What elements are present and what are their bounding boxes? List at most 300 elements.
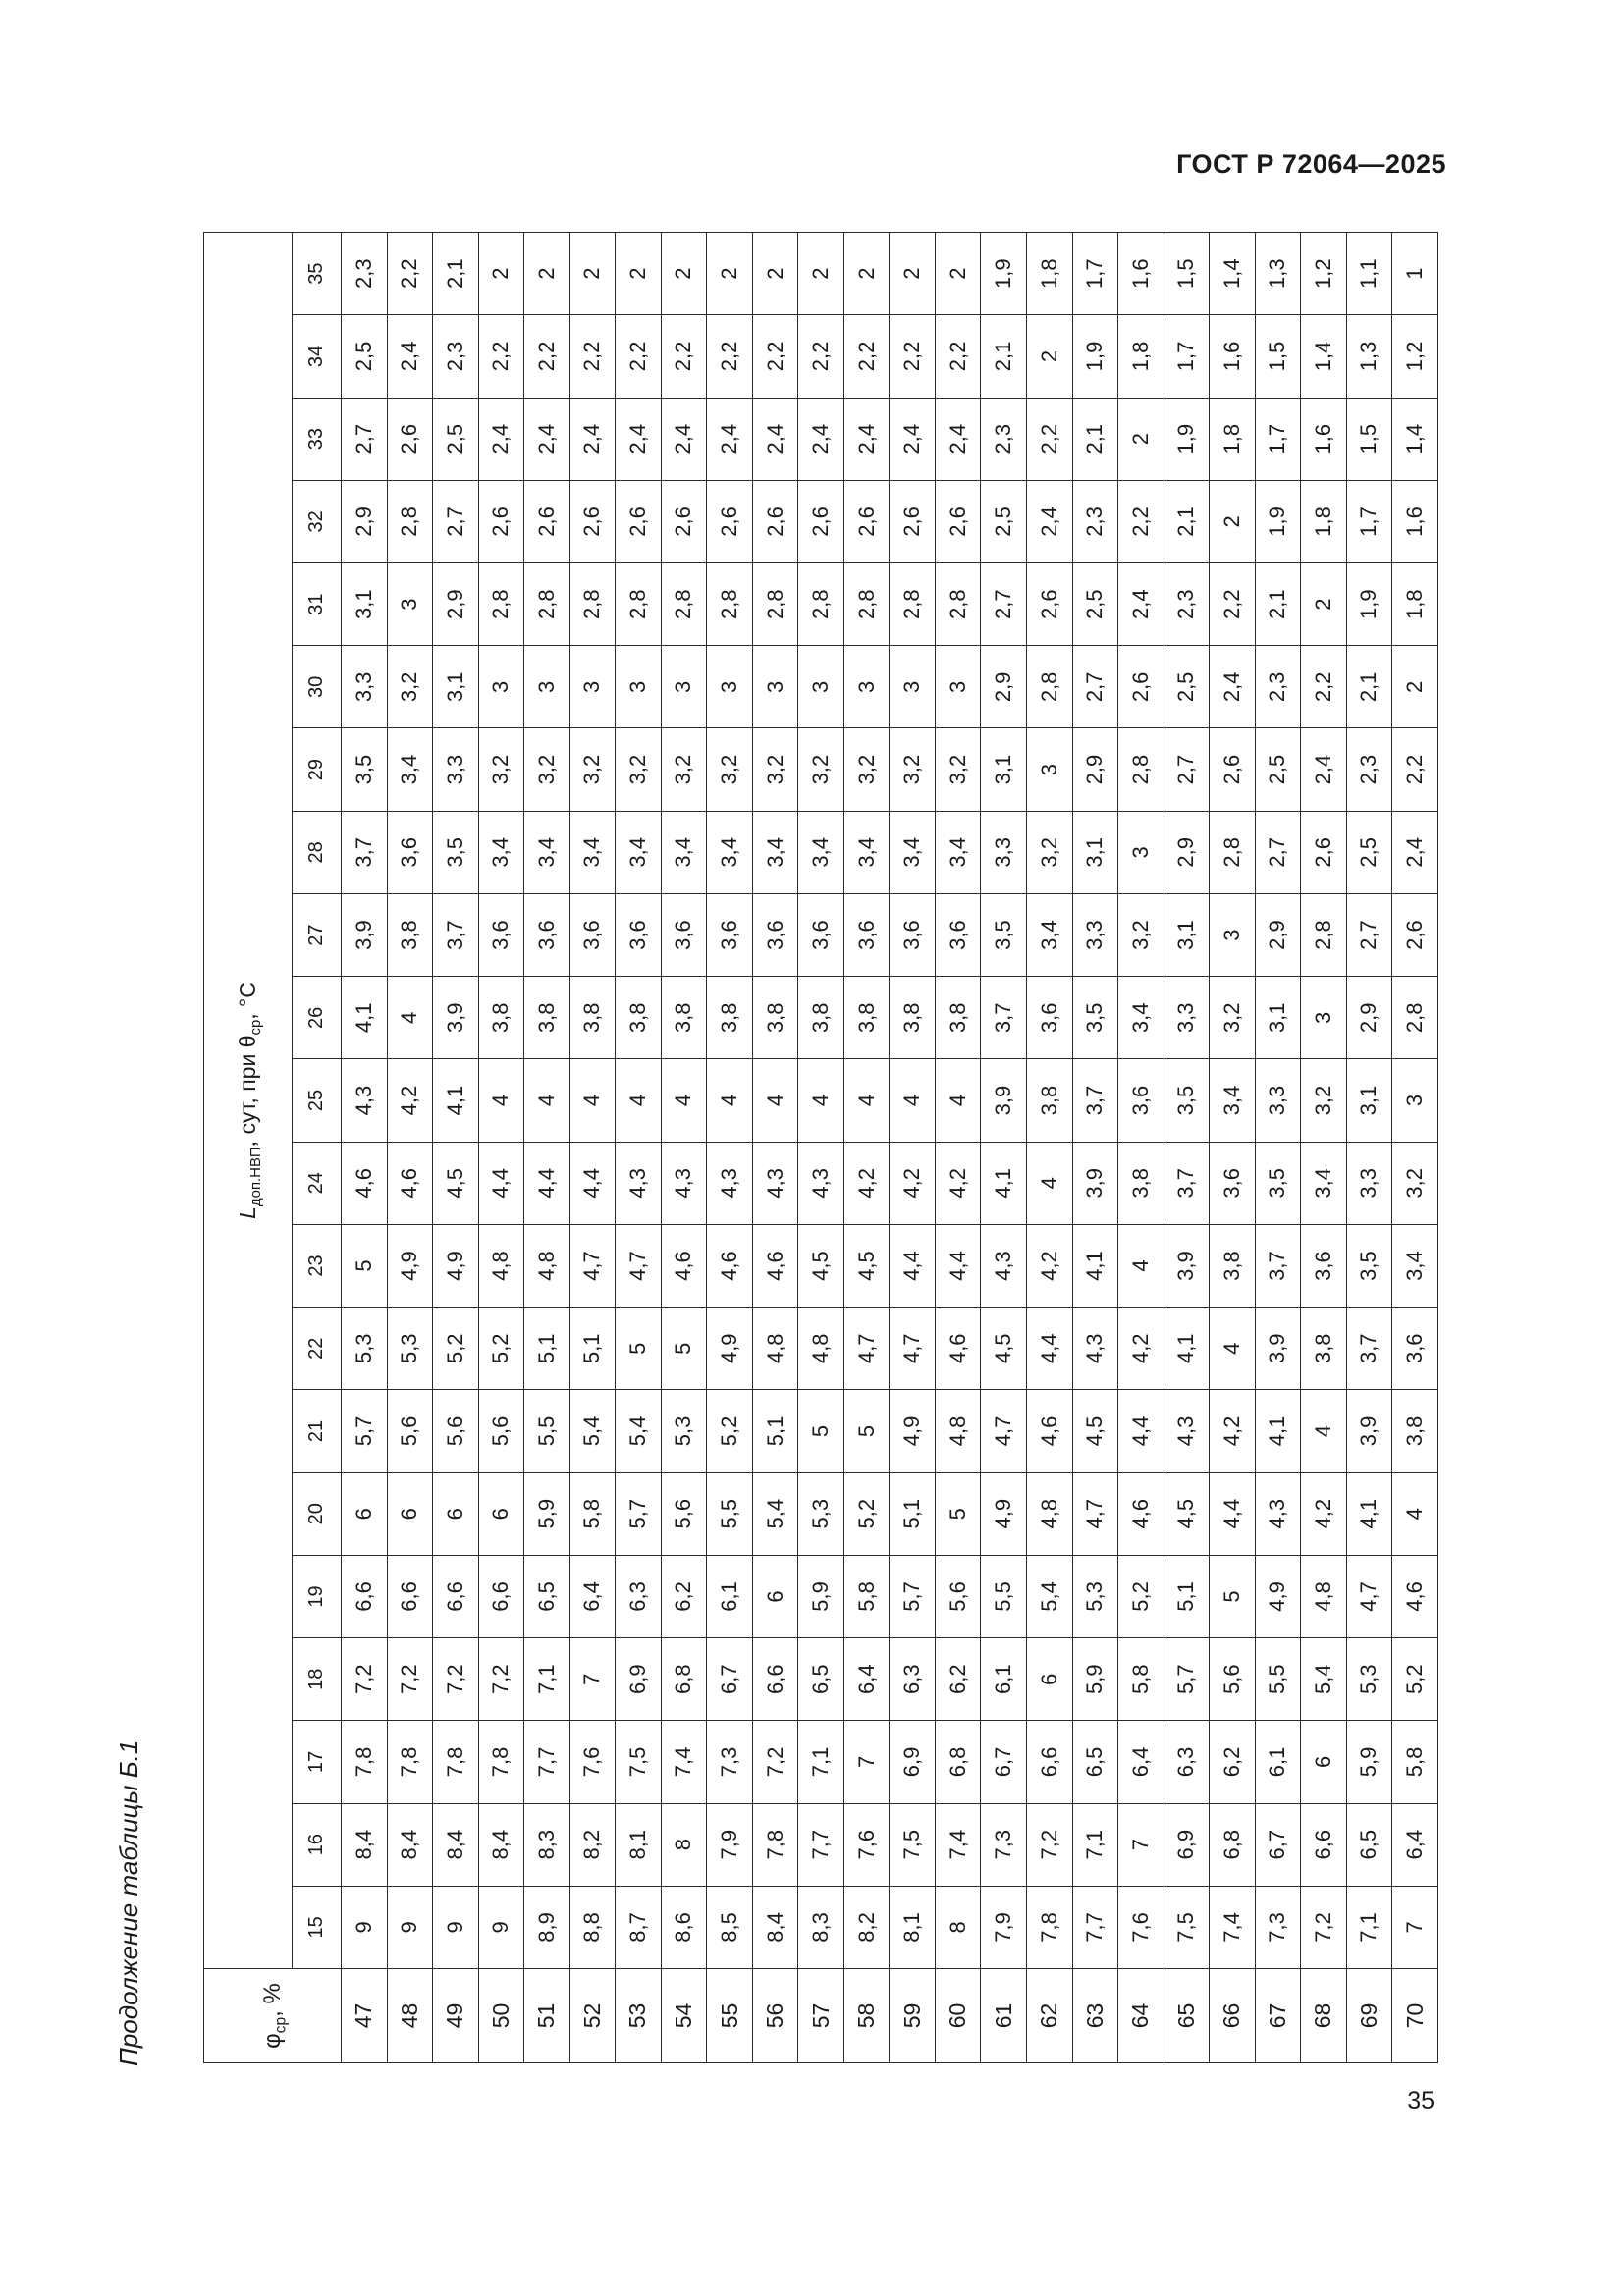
value-cell: 2,7 <box>981 563 1027 646</box>
value-cell: 3 <box>707 646 753 728</box>
value-cell: 5,7 <box>342 1390 388 1472</box>
value-cell: 2,6 <box>707 480 753 562</box>
table-row <box>616 233 662 2063</box>
value-cell: 4,6 <box>387 1142 433 1224</box>
value-cell: 1,6 <box>1301 398 1347 480</box>
value-cell: 2,2 <box>707 315 753 398</box>
value-cell: 2,8 <box>1026 646 1072 728</box>
value-cell: 3,4 <box>1026 893 1072 976</box>
value-cell: 4 <box>524 1059 570 1142</box>
humidity-cell: 54 <box>661 1969 707 2063</box>
value-cell: 6,4 <box>1392 1803 1438 1886</box>
theta-subscript: ср <box>247 1019 265 1036</box>
value-cell: 2,4 <box>524 398 570 480</box>
value-cell: 1,7 <box>1346 480 1392 562</box>
value-cell: 3,3 <box>342 646 388 728</box>
value-cell: 2,4 <box>843 398 890 480</box>
value-cell: 3,4 <box>1118 977 1164 1059</box>
value-cell: 2,8 <box>890 563 936 646</box>
value-cell: 6,1 <box>981 1638 1027 1721</box>
value-cell: 2,6 <box>1392 893 1438 976</box>
value-cell: 1,9 <box>1164 398 1210 480</box>
humidity-cell: 56 <box>752 1969 798 2063</box>
value-cell: 3,2 <box>569 728 616 811</box>
value-cell: 4,8 <box>524 1224 570 1307</box>
value-cell: 4,4 <box>478 1142 524 1224</box>
value-cell: 3,4 <box>387 728 433 811</box>
value-cell: 4,3 <box>661 1142 707 1224</box>
value-cell: 8 <box>661 1803 707 1886</box>
value-cell: 4,9 <box>433 1224 479 1307</box>
value-cell: 8,1 <box>616 1803 662 1886</box>
value-cell: 4,7 <box>890 1308 936 1390</box>
value-cell: 4,6 <box>342 1142 388 1224</box>
value-cell: 5,8 <box>1392 1721 1438 1803</box>
l-subscript: доп.НВП <box>247 1147 265 1207</box>
value-cell: 4,1 <box>1072 1224 1118 1307</box>
value-cell: 4 <box>569 1059 616 1142</box>
value-cell: 3,2 <box>1301 1059 1347 1142</box>
value-cell: 6,8 <box>661 1638 707 1721</box>
value-cell: 7,2 <box>478 1638 524 1721</box>
value-cell: 3,5 <box>981 893 1027 976</box>
value-cell: 2,6 <box>752 480 798 562</box>
value-cell: 3 <box>890 646 936 728</box>
value-cell: 1,5 <box>1346 398 1392 480</box>
value-cell: 4,6 <box>1026 1390 1072 1472</box>
value-cell: 3,4 <box>935 811 981 893</box>
value-cell: 4 <box>935 1059 981 1142</box>
value-cell: 2,6 <box>935 480 981 562</box>
value-cell: 4,2 <box>1026 1224 1072 1307</box>
value-cell: 2,3 <box>1255 646 1301 728</box>
value-cell: 4,9 <box>1255 1555 1301 1637</box>
value-cell: 1,6 <box>1210 315 1256 398</box>
value-cell: 2 <box>843 233 890 315</box>
value-cell: 3,2 <box>1210 977 1256 1059</box>
value-cell: 2,6 <box>798 480 844 562</box>
value-cell: 5,7 <box>890 1555 936 1637</box>
value-cell: 3,3 <box>1255 1059 1301 1142</box>
value-cell: 4,3 <box>1255 1472 1301 1555</box>
temperature-header: 21 <box>293 1390 342 1472</box>
value-cell: 2,5 <box>433 398 479 480</box>
value-cell: 6,9 <box>616 1638 662 1721</box>
value-cell: 8,9 <box>524 1886 570 1968</box>
value-cell: 5,9 <box>524 1472 570 1555</box>
temperature-header: 18 <box>293 1638 342 1721</box>
value-cell: 4,6 <box>752 1224 798 1307</box>
value-cell: 3,6 <box>661 893 707 976</box>
humidity-cell: 52 <box>569 1969 616 2063</box>
value-cell: 6 <box>342 1472 388 1555</box>
value-cell: 3 <box>798 646 844 728</box>
value-cell: 4,4 <box>1210 1472 1256 1555</box>
value-cell: 4,3 <box>707 1142 753 1224</box>
value-cell: 4,3 <box>1164 1390 1210 1472</box>
value-cell: 2,4 <box>798 398 844 480</box>
value-cell: 6 <box>1301 1721 1347 1803</box>
value-cell: 5,4 <box>752 1472 798 1555</box>
value-cell: 4 <box>707 1059 753 1142</box>
value-cell: 3 <box>1301 977 1347 1059</box>
humidity-cell: 48 <box>387 1969 433 2063</box>
humidity-cell: 55 <box>707 1969 753 2063</box>
value-cell: 4 <box>843 1059 890 1142</box>
humidity-cell: 50 <box>478 1969 524 2063</box>
value-cell: 2,2 <box>1026 398 1072 480</box>
value-cell: 3 <box>524 646 570 728</box>
value-cell: 5 <box>935 1472 981 1555</box>
value-cell: 6,6 <box>387 1555 433 1637</box>
value-cell: 2 <box>661 233 707 315</box>
table-row <box>798 233 844 2063</box>
value-cell: 7,2 <box>1026 1803 1072 1886</box>
value-cell: 6,8 <box>1210 1803 1256 1886</box>
temperature-header: 27 <box>293 893 342 976</box>
value-cell: 4,7 <box>981 1390 1027 1472</box>
value-cell: 6,2 <box>935 1638 981 1721</box>
value-cell: 2,4 <box>569 398 616 480</box>
value-cell: 1,4 <box>1392 398 1438 480</box>
value-cell: 3,6 <box>616 893 662 976</box>
value-cell: 7,8 <box>387 1721 433 1803</box>
value-cell: 2,7 <box>1255 811 1301 893</box>
value-cell: 3,6 <box>569 893 616 976</box>
value-cell: 2,2 <box>616 315 662 398</box>
humidity-cell: 58 <box>843 1969 890 2063</box>
value-cell: 4,2 <box>935 1142 981 1224</box>
value-cell: 3,1 <box>433 646 479 728</box>
value-cell: 3,7 <box>981 977 1027 1059</box>
value-cell: 4,5 <box>433 1142 479 1224</box>
value-cell: 3,6 <box>798 893 844 976</box>
value-cell: 2,4 <box>661 398 707 480</box>
value-cell: 3,9 <box>1255 1308 1301 1390</box>
humidity-cell: 61 <box>981 1969 1027 2063</box>
value-cell: 1,5 <box>1164 233 1210 315</box>
value-cell: 4,2 <box>1210 1390 1256 1472</box>
value-cell: 3,9 <box>1072 1142 1118 1224</box>
value-cell: 3,6 <box>1301 1224 1347 1307</box>
value-cell: 7,1 <box>1346 1886 1392 1968</box>
value-cell: 6,6 <box>1026 1721 1072 1803</box>
value-cell: 1,1 <box>1346 233 1392 315</box>
value-cell: 7 <box>1118 1803 1164 1886</box>
value-cell: 2,6 <box>1026 563 1072 646</box>
value-cell: 2,7 <box>433 480 479 562</box>
temperature-header: 20 <box>293 1472 342 1555</box>
value-cell: 3,8 <box>1026 1059 1072 1142</box>
value-cell: 2,6 <box>843 480 890 562</box>
value-cell: 5 <box>843 1390 890 1472</box>
value-cell: 7 <box>569 1638 616 1721</box>
value-cell: 3,5 <box>1072 977 1118 1059</box>
value-cell: 4 <box>387 977 433 1059</box>
value-cell: 6,7 <box>981 1721 1027 1803</box>
value-cell: 9 <box>478 1886 524 1968</box>
table-row <box>981 233 1027 2063</box>
value-cell: 6,2 <box>1210 1721 1256 1803</box>
value-cell: 9 <box>342 1886 388 1968</box>
value-cell: 8,3 <box>524 1803 570 1886</box>
value-cell: 3,2 <box>707 728 753 811</box>
value-cell: 9 <box>387 1886 433 1968</box>
value-cell: 3 <box>616 646 662 728</box>
value-cell: 5,6 <box>478 1390 524 1472</box>
value-cell: 2,7 <box>342 398 388 480</box>
value-cell: 7,6 <box>1118 1886 1164 1968</box>
value-cell: 4 <box>1301 1390 1347 1472</box>
value-cell: 1,5 <box>1255 315 1301 398</box>
value-cell: 3,4 <box>890 811 936 893</box>
table-row <box>1072 233 1118 2063</box>
value-cell: 2,8 <box>1210 811 1256 893</box>
value-cell: 2,8 <box>387 480 433 562</box>
l-group-header <box>204 233 293 1969</box>
value-cell: 3,8 <box>478 977 524 1059</box>
value-cell: 6,5 <box>1346 1803 1392 1886</box>
value-cell: 3 <box>661 646 707 728</box>
value-cell: 4,2 <box>890 1142 936 1224</box>
value-cell: 3,4 <box>524 811 570 893</box>
humidity-cell: 59 <box>890 1969 936 2063</box>
value-cell: 2,6 <box>616 480 662 562</box>
value-cell: 5,8 <box>569 1472 616 1555</box>
value-cell: 8,8 <box>569 1886 616 1968</box>
value-cell: 3,4 <box>569 811 616 893</box>
value-cell: 2,2 <box>1210 563 1256 646</box>
value-cell: 4,7 <box>569 1224 616 1307</box>
value-cell: 5,5 <box>707 1472 753 1555</box>
value-cell: 3,8 <box>1392 1390 1438 1472</box>
value-cell: 1,2 <box>1301 233 1347 315</box>
value-cell: 3,1 <box>1346 1059 1392 1142</box>
value-cell: 5,3 <box>1346 1638 1392 1721</box>
value-cell: 4 <box>1392 1472 1438 1555</box>
temperature-header: 30 <box>293 646 342 728</box>
value-cell: 4,1 <box>1164 1308 1210 1390</box>
value-cell: 9 <box>433 1886 479 1968</box>
value-cell: 1,8 <box>1118 315 1164 398</box>
humidity-cell: 66 <box>1210 1969 1256 2063</box>
value-cell: 7,8 <box>1026 1886 1072 1968</box>
temperature-header: 23 <box>293 1224 342 1307</box>
value-cell: 7,3 <box>707 1721 753 1803</box>
value-cell: 4,5 <box>1164 1472 1210 1555</box>
value-cell: 2 <box>752 233 798 315</box>
value-cell: 5,1 <box>752 1390 798 1472</box>
value-cell: 2 <box>1392 646 1438 728</box>
value-cell: 4,3 <box>752 1142 798 1224</box>
value-cell: 6,6 <box>433 1555 479 1637</box>
value-cell: 4,6 <box>935 1308 981 1390</box>
value-cell: 2,3 <box>433 315 479 398</box>
table-row <box>433 233 479 2063</box>
phi-symbol: φ <box>258 2033 286 2049</box>
value-cell: 2,9 <box>342 480 388 562</box>
value-cell: 3,3 <box>433 728 479 811</box>
value-cell: 3,7 <box>1164 1142 1210 1224</box>
value-cell: 2,5 <box>1164 646 1210 728</box>
value-cell: 5,3 <box>1072 1555 1118 1637</box>
value-cell: 2,1 <box>981 315 1027 398</box>
value-cell: 3,6 <box>1118 1059 1164 1142</box>
humidity-cell: 57 <box>798 1969 844 2063</box>
value-cell: 2,2 <box>890 315 936 398</box>
value-cell: 2,6 <box>1301 811 1347 893</box>
temperature-header: 33 <box>293 398 342 480</box>
value-cell: 3,9 <box>1346 1390 1392 1472</box>
value-cell: 2 <box>890 233 936 315</box>
value-cell: 5,2 <box>1118 1555 1164 1637</box>
value-cell: 2,7 <box>1072 646 1118 728</box>
value-cell: 8,4 <box>478 1803 524 1886</box>
value-cell: 7,1 <box>798 1721 844 1803</box>
value-cell: 7,6 <box>569 1721 616 1803</box>
value-cell: 4,2 <box>387 1059 433 1142</box>
value-cell: 3 <box>478 646 524 728</box>
value-cell: 3,3 <box>981 811 1027 893</box>
value-cell: 3,2 <box>616 728 662 811</box>
value-cell: 5,7 <box>1164 1638 1210 1721</box>
value-cell: 2,3 <box>981 398 1027 480</box>
value-cell: 2 <box>1118 398 1164 480</box>
value-cell: 2,8 <box>843 563 890 646</box>
value-cell: 3,2 <box>752 728 798 811</box>
value-cell: 3,8 <box>890 977 936 1059</box>
value-cell: 4,8 <box>798 1308 844 1390</box>
value-cell: 3,8 <box>616 977 662 1059</box>
value-cell: 2,9 <box>981 646 1027 728</box>
value-cell: 7,8 <box>433 1721 479 1803</box>
value-cell: 8,2 <box>569 1803 616 1886</box>
value-cell: 3,4 <box>752 811 798 893</box>
value-cell: 1,8 <box>1392 563 1438 646</box>
value-cell: 7,3 <box>1255 1886 1301 1968</box>
value-cell: 5,2 <box>478 1308 524 1390</box>
humidity-cell: 62 <box>1026 1969 1072 2063</box>
value-cell: 7,9 <box>707 1803 753 1886</box>
value-cell: 3,8 <box>707 977 753 1059</box>
value-cell: 6,3 <box>1164 1721 1210 1803</box>
value-cell: 2 <box>798 233 844 315</box>
value-cell: 6 <box>752 1555 798 1637</box>
value-cell: 2,4 <box>1301 728 1347 811</box>
value-cell: 2,5 <box>1072 563 1118 646</box>
value-cell: 2,2 <box>524 315 570 398</box>
value-cell: 3 <box>1118 811 1164 893</box>
value-cell: 2,1 <box>1164 480 1210 562</box>
value-cell: 7,7 <box>1072 1886 1118 1968</box>
value-cell: 5 <box>1210 1555 1256 1637</box>
value-cell: 2,4 <box>1118 563 1164 646</box>
phi-column-header <box>204 1969 342 2063</box>
value-cell: 2,3 <box>1072 480 1118 562</box>
value-cell: 4,9 <box>890 1390 936 1472</box>
value-cell: 5,6 <box>387 1390 433 1472</box>
value-cell: 3 <box>387 563 433 646</box>
value-cell: 2,7 <box>1346 893 1392 976</box>
value-cell: 2,4 <box>387 315 433 398</box>
value-cell: 2,3 <box>1346 728 1392 811</box>
value-cell: 3,3 <box>1164 977 1210 1059</box>
value-cell: 3,6 <box>387 811 433 893</box>
value-cell: 5,9 <box>1346 1721 1392 1803</box>
value-cell: 8,4 <box>387 1803 433 1886</box>
value-cell: 5,7 <box>616 1472 662 1555</box>
value-cell: 4 <box>661 1059 707 1142</box>
value-cell: 6,9 <box>1164 1803 1210 1886</box>
value-cell: 3,6 <box>843 893 890 976</box>
value-cell: 4,6 <box>707 1224 753 1307</box>
value-cell: 1,8 <box>1026 233 1072 315</box>
value-cell: 2 <box>707 233 753 315</box>
table-row <box>1026 233 1072 2063</box>
value-cell: 5,1 <box>569 1308 616 1390</box>
value-cell: 7 <box>843 1721 890 1803</box>
value-cell: 4,3 <box>616 1142 662 1224</box>
value-cell: 2,8 <box>1118 728 1164 811</box>
value-cell: 4,2 <box>1118 1308 1164 1390</box>
value-cell: 2,5 <box>1346 811 1392 893</box>
value-cell: 6,8 <box>935 1721 981 1803</box>
value-cell: 1,7 <box>1072 233 1118 315</box>
value-cell: 4 <box>798 1059 844 1142</box>
value-cell: 2 <box>1026 315 1072 398</box>
value-cell: 1 <box>1392 233 1438 315</box>
humidity-cell: 47 <box>342 1969 388 2063</box>
value-cell: 6,7 <box>1255 1803 1301 1886</box>
value-cell: 2,8 <box>752 563 798 646</box>
value-cell: 3,1 <box>1072 811 1118 893</box>
value-cell: 2,4 <box>1210 646 1256 728</box>
value-cell: 7,4 <box>935 1803 981 1886</box>
value-cell: 2,9 <box>1072 728 1118 811</box>
value-cell: 3,2 <box>387 646 433 728</box>
value-cell: 3,4 <box>616 811 662 893</box>
temperature-header: 28 <box>293 811 342 893</box>
value-cell: 3,6 <box>707 893 753 976</box>
value-cell: 4,8 <box>935 1390 981 1472</box>
value-cell: 3,2 <box>478 728 524 811</box>
value-cell: 3,7 <box>1346 1308 1392 1390</box>
value-cell: 1,9 <box>1072 315 1118 398</box>
value-cell: 4,7 <box>1072 1472 1118 1555</box>
value-cell: 1,7 <box>1164 315 1210 398</box>
value-cell: 2,4 <box>707 398 753 480</box>
value-cell: 3,4 <box>707 811 753 893</box>
value-cell: 3,8 <box>1210 1224 1256 1307</box>
table-row <box>661 233 707 2063</box>
value-cell: 5,1 <box>1164 1555 1210 1637</box>
value-cell: 5,4 <box>616 1390 662 1472</box>
value-cell: 5,2 <box>843 1472 890 1555</box>
value-cell: 5,6 <box>935 1555 981 1637</box>
humidity-cell: 51 <box>524 1969 570 2063</box>
value-cell: 2,5 <box>981 480 1027 562</box>
value-cell: 3,6 <box>752 893 798 976</box>
value-cell: 6,4 <box>569 1555 616 1637</box>
value-cell: 7 <box>1392 1886 1438 1968</box>
value-cell: 4 <box>1026 1142 1072 1224</box>
value-cell: 8,1 <box>890 1886 936 1968</box>
value-cell: 4,4 <box>1026 1308 1072 1390</box>
value-cell: 2,6 <box>478 480 524 562</box>
value-cell: 6,6 <box>342 1555 388 1637</box>
value-cell: 6,5 <box>798 1638 844 1721</box>
table-head <box>204 233 342 2063</box>
